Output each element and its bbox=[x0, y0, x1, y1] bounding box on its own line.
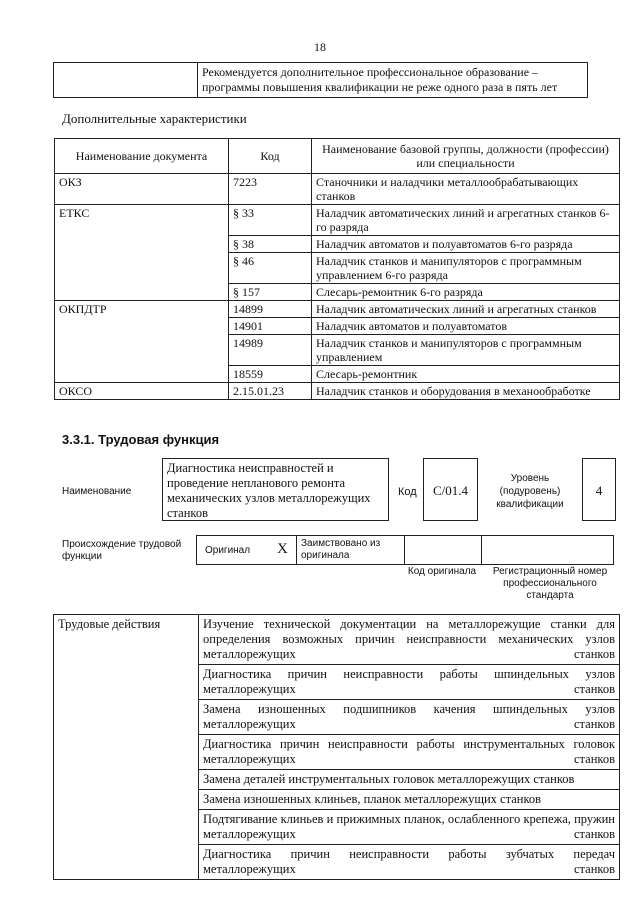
name-cell: Наладчик станков и манипуляторов с программным управлением bbox=[312, 335, 620, 366]
code-cell: 14899 bbox=[229, 301, 312, 318]
doc-cell bbox=[55, 284, 229, 301]
divider bbox=[481, 535, 482, 565]
name-cell: Слесарь-ремонтник bbox=[312, 366, 620, 383]
doc-cell bbox=[55, 236, 229, 253]
table-row bbox=[55, 174, 620, 205]
header-doc: Наименование документа bbox=[55, 139, 229, 174]
action-item: Замена деталей инструментальных головок металлорежущих станков bbox=[199, 770, 620, 790]
name-cell: Наладчик автоматических линий и агрегатных станков bbox=[312, 301, 620, 318]
name-label: Наименование bbox=[62, 486, 132, 497]
name-cell: Наладчик автоматических линий и агрегатных станков 6-го разряда bbox=[312, 205, 620, 236]
action-item: Замена изношенных подшипников качения шпиндельных узлов металлорежущих станков bbox=[199, 700, 620, 735]
code-cell: § 38 bbox=[229, 236, 312, 253]
code-cell: § 33 bbox=[229, 205, 312, 236]
action-item: Диагностика причин неисправности работы зубчатых передач металлорежущих станков bbox=[199, 845, 620, 880]
name-cell: Слесарь-ремонтник 6-го разряда bbox=[312, 284, 620, 301]
table-row bbox=[55, 366, 620, 383]
action-item: Замена изношенных клиньев, планок металлорежущих станков bbox=[199, 790, 620, 810]
education-table bbox=[53, 62, 588, 98]
header-name: Наименование базовой группы, должности (профессии) или специальности bbox=[312, 139, 620, 174]
doc-cell: ОКСО bbox=[55, 383, 229, 400]
table-row bbox=[55, 284, 620, 301]
table-row bbox=[54, 615, 620, 665]
code-cell: 2.15.01.23 bbox=[229, 383, 312, 400]
doc-cell bbox=[55, 335, 229, 366]
header-code: Код bbox=[229, 139, 312, 174]
page-number: 18 bbox=[314, 40, 326, 54]
function-heading: 3.3.1. Трудовая функция bbox=[62, 432, 220, 447]
reg-number-label: Регистрационный номер профессионального стандарта bbox=[492, 566, 608, 601]
name-cell: Наладчик автоматов и полуавтоматов 6-го разряда bbox=[312, 236, 620, 253]
original-mark: X bbox=[277, 541, 288, 557]
origin-row bbox=[196, 535, 614, 565]
level-label: Уровень (подуровень) квалификации bbox=[496, 473, 564, 510]
borrowed-label: Заимствовано из оригинала bbox=[301, 538, 381, 561]
education-text: Рекомендуется дополнительное профессиональное образование – программы повышения квалификации не реже одного раза в пять лет bbox=[198, 63, 588, 98]
table-row bbox=[55, 253, 620, 284]
doc-cell: ОКПДТР bbox=[55, 301, 229, 318]
original-label: Оригинал bbox=[205, 545, 251, 556]
code-cell: 18559 bbox=[229, 366, 312, 383]
doc-cell bbox=[55, 366, 229, 383]
doc-cell: ЕТКС bbox=[55, 205, 229, 236]
table-row bbox=[54, 63, 588, 98]
name-cell: Наладчик автоматов и полуавтоматов bbox=[312, 318, 620, 335]
section-title: Дополнительные характеристики bbox=[62, 111, 247, 126]
action-item: Диагностика причин неисправности работы инструментальных головок металлорежущих станков bbox=[199, 735, 620, 770]
name-cell: Станочники и наладчики металлообрабатывающих станков bbox=[312, 174, 620, 205]
name-cell: Наладчик станков и оборудования в механообработке bbox=[312, 383, 620, 400]
table-header-row bbox=[55, 139, 620, 174]
code-cell: 14901 bbox=[229, 318, 312, 335]
function-name-box: Диагностика неисправностей и проведение непланового ремонта механических узлов металлорежущих станков bbox=[162, 458, 389, 521]
divider bbox=[404, 535, 405, 565]
code-cell: 7223 bbox=[229, 174, 312, 205]
code-cell: § 46 bbox=[229, 253, 312, 284]
name-cell: Наладчик станков и манипуляторов с программным управлением 6-го разряда bbox=[312, 253, 620, 284]
origin-label: Происхождение трудовой функции bbox=[62, 539, 182, 562]
table-row bbox=[55, 318, 620, 335]
action-item: Диагностика причин неисправности работы шпиндельных узлов металлорежущих станков bbox=[199, 665, 620, 700]
code-label: Код bbox=[398, 486, 417, 498]
table-row bbox=[55, 205, 620, 236]
doc-cell: ОКЗ bbox=[55, 174, 229, 205]
table-row bbox=[55, 301, 620, 318]
table-row bbox=[55, 383, 620, 400]
code-original-label: Код оригинала bbox=[407, 566, 477, 577]
table-row bbox=[55, 335, 620, 366]
code-cell: 14989 bbox=[229, 335, 312, 366]
actions-label: Трудовые действия bbox=[54, 615, 199, 880]
table-row bbox=[55, 236, 620, 253]
code-cell: § 157 bbox=[229, 284, 312, 301]
actions-table bbox=[53, 614, 620, 880]
divider bbox=[296, 535, 297, 565]
characteristics-table bbox=[54, 138, 620, 400]
doc-cell bbox=[55, 253, 229, 284]
action-item: Подтягивание клиньев и прижимных планок, ослабленного крепежа, пружин металлорежущих станков bbox=[199, 810, 620, 845]
action-item: Изучение технической документации на металлорежущие станки для определения возможных причин неисправности механических узлов металлорежущих станков bbox=[199, 615, 620, 665]
empty-cell bbox=[54, 63, 198, 98]
function-code-box: C/01.4 bbox=[423, 458, 478, 521]
level-box: 4 bbox=[582, 458, 616, 521]
doc-cell bbox=[55, 318, 229, 335]
